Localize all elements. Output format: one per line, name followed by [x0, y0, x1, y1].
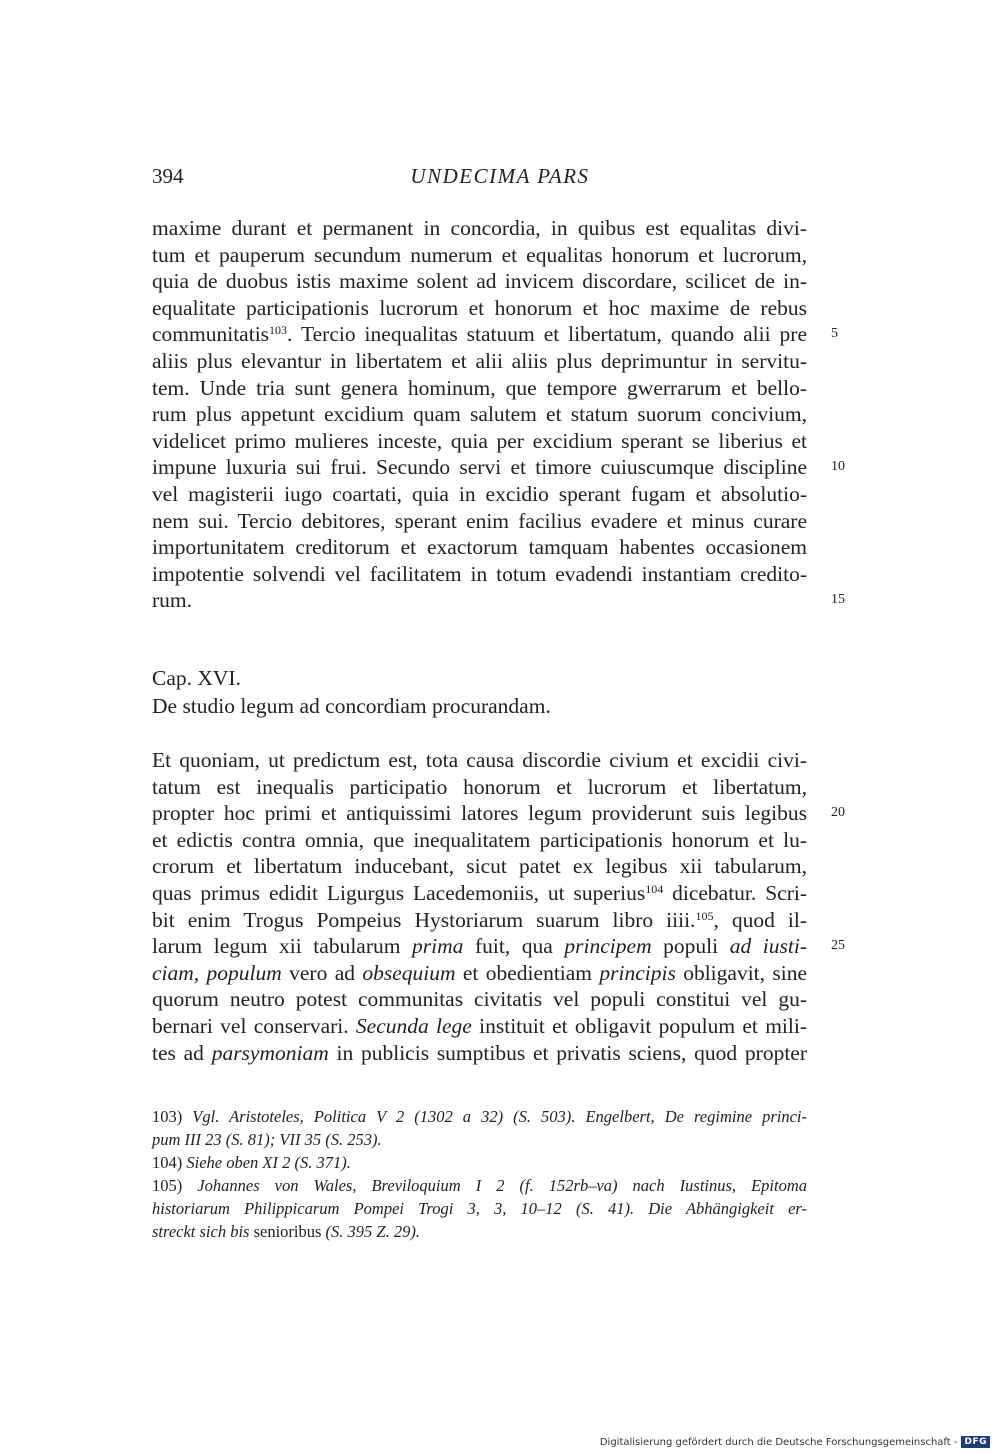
text-line: nem sui. Tercio debitores, sperant enim facilius evadere et minus curare	[152, 508, 807, 533]
text-line: equalitate participationis lucrorum et honorum et hoc maxime de rebus	[152, 295, 807, 320]
text-line: tatum est inequalis participatio honorum et lucrorum et libertatum,	[152, 774, 807, 799]
text-line: bit enim Trogus Pompeius Hystoriarum suarum libro iiii.$^{105}$, quod il-	[152, 907, 808, 932]
text-line: larum legum xii tabularum prima fuit, qua principem populi ad iusti-	[152, 934, 807, 959]
text-line: propter hoc primi et antiquissimi latores legum providerunt suis legibus	[152, 801, 807, 826]
chapter-label: Cap. XVI.	[152, 666, 241, 690]
text-line: tes ad parsymoniam in publicis sumptibus et privatis sciens, quod propter	[152, 1040, 807, 1065]
footnote-line: 105) Johannes von Wales, Breviloquium I 2 (f. 152rb–va) nach Iustinus, Epitoma	[152, 1176, 807, 1195]
dfg-logo: DFG	[961, 1436, 990, 1448]
footnote-line: 103) Vgl. Aristoteles, Politica V 2 (1302 a 32) (S. 503). Engelbert, De regimine princi-	[152, 1107, 807, 1126]
text-line: tem. Unde tria sunt genera hominum, que tempore gwerrarum et bello-	[152, 375, 807, 400]
text-line: bernari vel conservari. Secunda lege instituit et obligavit populum et mili-	[152, 1014, 807, 1038]
text-line: vel magisterii iugo coartati, quia in excidio sperant fugam et absolutio-	[152, 482, 807, 506]
footnote-line: streckt sich bis senioribus (S. 395 Z. 29).	[152, 1222, 420, 1241]
text-line: tum et pauperum secundum numerum et equalitas honorum et lucrorum,	[152, 242, 807, 267]
credit-text: Digitalisierung gefördert durch die Deutsche Forschungsgemeinschaft -	[599, 1436, 958, 1448]
text-line: Et quoniam, ut predictum est, tota causa discordie civium et excidii civi-	[152, 748, 807, 772]
footnote-line: historiarum Philippicarum Pompei Trogi 3, 3, 10–12 (S. 41). Die Abhängigkeit er-	[152, 1199, 807, 1218]
text-line: et edictis contra omnia, que inequalitatem participationis honorum et lu-	[152, 827, 807, 852]
footnote-ref-103[interactable]: 103	[269, 323, 288, 338]
line-number: 10	[831, 459, 845, 475]
text-line: crorum et libertatum inducebant, sicut patet ex legibus xii tabularum,	[152, 854, 807, 879]
text-line: impune luxuria sui frui. Secundo servi et timore cuiuscumque discipline	[152, 455, 807, 480]
text-line: quas primus edidit Ligurgus Lacedemoniis, ut superius$^{104}$ dicebatur. Scri-	[152, 881, 807, 905]
text-line: impotentie solvendi vel facilitatem in totum evadendi instantiam credito-	[152, 561, 807, 586]
text-line: ciam, populum vero ad obsequium et obedientiam principis obligavit, sine	[152, 960, 807, 985]
footnote-line: 104) Siehe oben XI 2 (S. 371).	[152, 1153, 351, 1172]
page-number: 394	[152, 164, 184, 188]
text-line: rum plus appetunt excidium quam salutem et statum suorum concivium,	[152, 402, 807, 427]
text-line: quorum neutro potest communitas civitatis vel populi constitui vel gu-	[152, 987, 807, 1012]
text-line: importunitatem creditorum et exactorum tamquam habentes occasionem	[152, 535, 807, 560]
line-number: 25	[831, 938, 845, 954]
line-number: 20	[831, 805, 845, 821]
line-number: 15	[831, 592, 845, 608]
digitization-credit	[600, 1436, 990, 1448]
chapter-title: De studio legum ad concordiam procurandam.	[152, 694, 551, 718]
footnote-ref-105[interactable]: 105	[695, 908, 714, 923]
footnote-ref-104[interactable]: 104	[645, 882, 664, 896]
text-line: communitatis$^{103}$. Tercio inequalitas statuum et libertatum, quando alii pre	[152, 322, 807, 347]
running-title: UNDECIMA PARS	[410, 164, 590, 188]
line-number: 5	[831, 326, 838, 342]
text-line: videlicet primo mulieres inceste, quia per excidium sperant se liberius et	[152, 428, 807, 453]
text-line: rum.	[152, 588, 193, 613]
text-line: quia de duobus istis maxime solent ad invicem discordare, scilicet de in-	[152, 269, 807, 294]
text-line: aliis plus elevantur in libertatem et alii aliis plus deprimuntur in servitu-	[152, 349, 807, 373]
footnote-line: pum III 23 (S. 81); VII 35 (S. 253).	[152, 1130, 382, 1149]
text-line: maxime durant et permanent in concordia, in quibus est equalitas divi-	[152, 216, 807, 240]
